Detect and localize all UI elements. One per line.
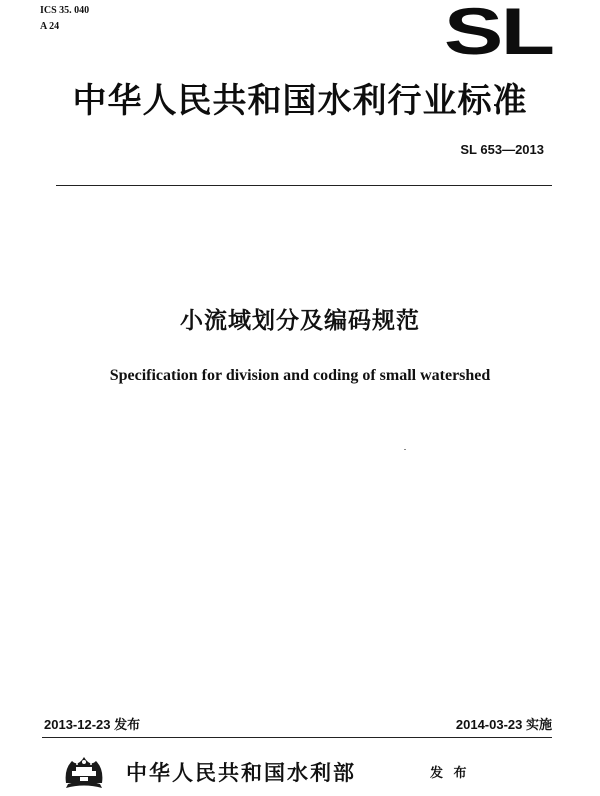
standard-category: 中华人民共和国水利行业标准 (72, 81, 528, 121)
issue-label: 发 布 (430, 766, 467, 781)
scan-speck (404, 449, 406, 450)
ics-code: ICS 35. 040 (40, 5, 90, 16)
national-emblem-icon (62, 753, 106, 789)
document-title-cn: 小流域划分及编码规范 (180, 308, 420, 334)
classification-code: A 24 (40, 21, 60, 32)
header-divider (56, 185, 552, 186)
implement-date: 2014-03-23 实施 (455, 717, 552, 732)
publish-date: 2013-12-23 发布 (44, 717, 141, 732)
footer-divider (42, 737, 552, 738)
standard-number: SL 653—2013 (460, 142, 544, 157)
issuer-name: 中华人民共和国水利部 (126, 761, 356, 785)
document-title-en: Specification for division and coding of small watershed (109, 367, 491, 384)
sl-logo: SL (443, 0, 552, 68)
